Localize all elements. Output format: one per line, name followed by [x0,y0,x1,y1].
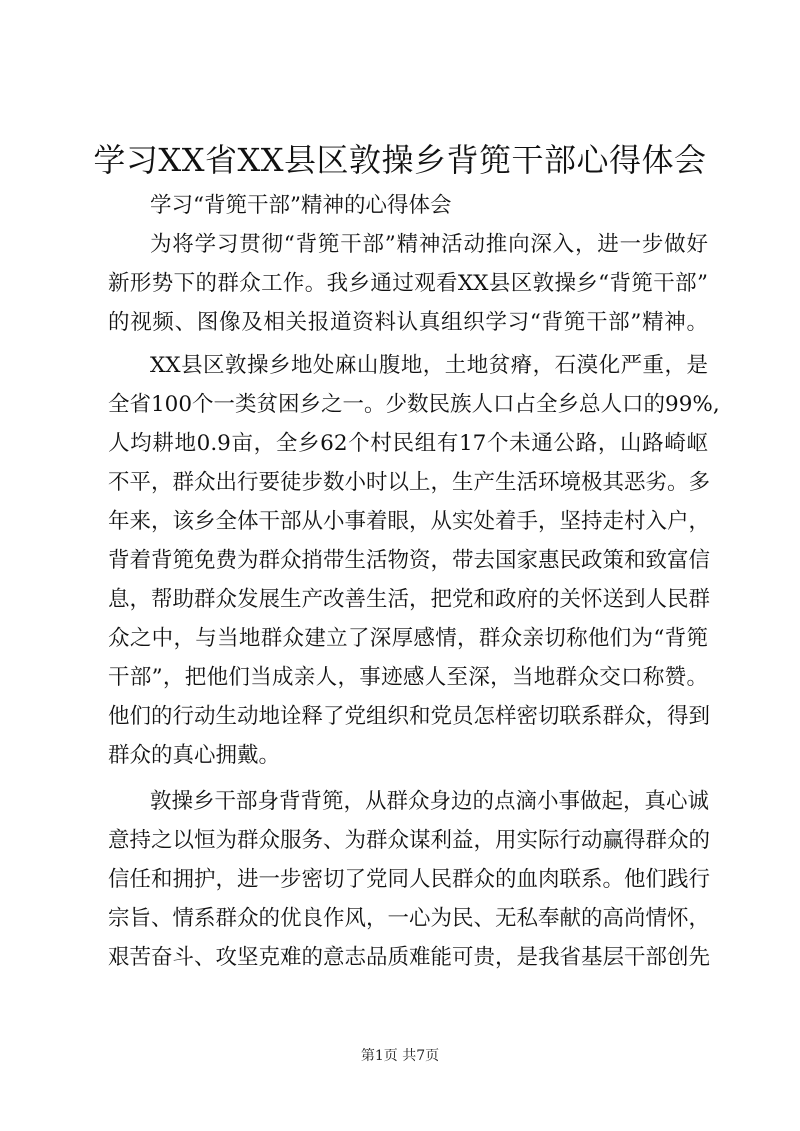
paragraph-line: 宗旨、情系群众的优良作风，一心为民、无私奉献的高尚情怀， [108,906,711,931]
paragraph-line: 他们的行动生动地诠释了党组织和党员怎样密切联系群众，得到 [108,704,711,729]
paragraph-line: 全省100个一类贫困乡之一。少数民族人口占全乡总人口的99%, [108,392,720,417]
page-number-footer: 第1页 共7页 [360,1048,440,1064]
document-title: 学习XX省XX县区敦操乡背篼干部心得体会 [93,141,707,179]
paragraph-line: 干部”，把他们当成亲人，事迹感人至深，当地群众交口称赞。 [108,665,708,690]
paragraph-line: 信任和拥护，进一步密切了党同人民群众的血肉联系。他们践行 [108,867,711,892]
paragraph-line: 艰苦奋斗、攻坚克难的意志品质难能可贵，是我省基层干部创先 [108,945,711,970]
paragraph-line: 不平，群众出行要徒步数小时以上，生产生活环境极其恶劣。多 [108,470,711,495]
paragraph-line: 年来，该乡全体干部从小事着眼，从实处着手，坚持走村入户， [108,509,711,534]
paragraph-line: 众之中，与当地群众建立了深厚感情，群众亲切称他们为“背篼 [108,626,708,651]
paragraph-line: 为将学习贯彻“背篼干部”精神活动推向深入，进一步做好 [150,232,708,257]
paragraph-line: 背着背篼免费为群众捎带生活物资，带去国家惠民政策和致富信 [108,548,711,573]
paragraph-line: 意持之以恒为群众服务、为群众谋利益，用实际行动赢得群众的 [108,828,711,853]
paragraph-line: 人均耕地0.9亩，全乡62个村民组有17个未通公路，山路崎岖 [108,431,708,456]
paragraph-line: 敦操乡干部身背背篼，从群众身边的点滴小事做起，真心诚 [150,789,710,814]
paragraph-line: 息，帮助群众发展生产改善生活，把党和政府的关怀送到人民群 [108,587,711,612]
paragraph-line: 的视频、图像及相关报道资料认真组织学习“背篼干部”精神。 [108,310,708,335]
document-subtitle: 学习“背篼干部”精神的心得体会 [150,193,452,218]
paragraph-line: XX县区敦操乡地处麻山腹地，土地贫瘠，石漠化严重，是 [150,353,708,378]
paragraph-line: 新形势下的群众工作。我乡通过观看XX县区敦操乡“背篼干部” [108,271,708,296]
paragraph-line: 群众的真心拥戴。 [108,743,281,768]
